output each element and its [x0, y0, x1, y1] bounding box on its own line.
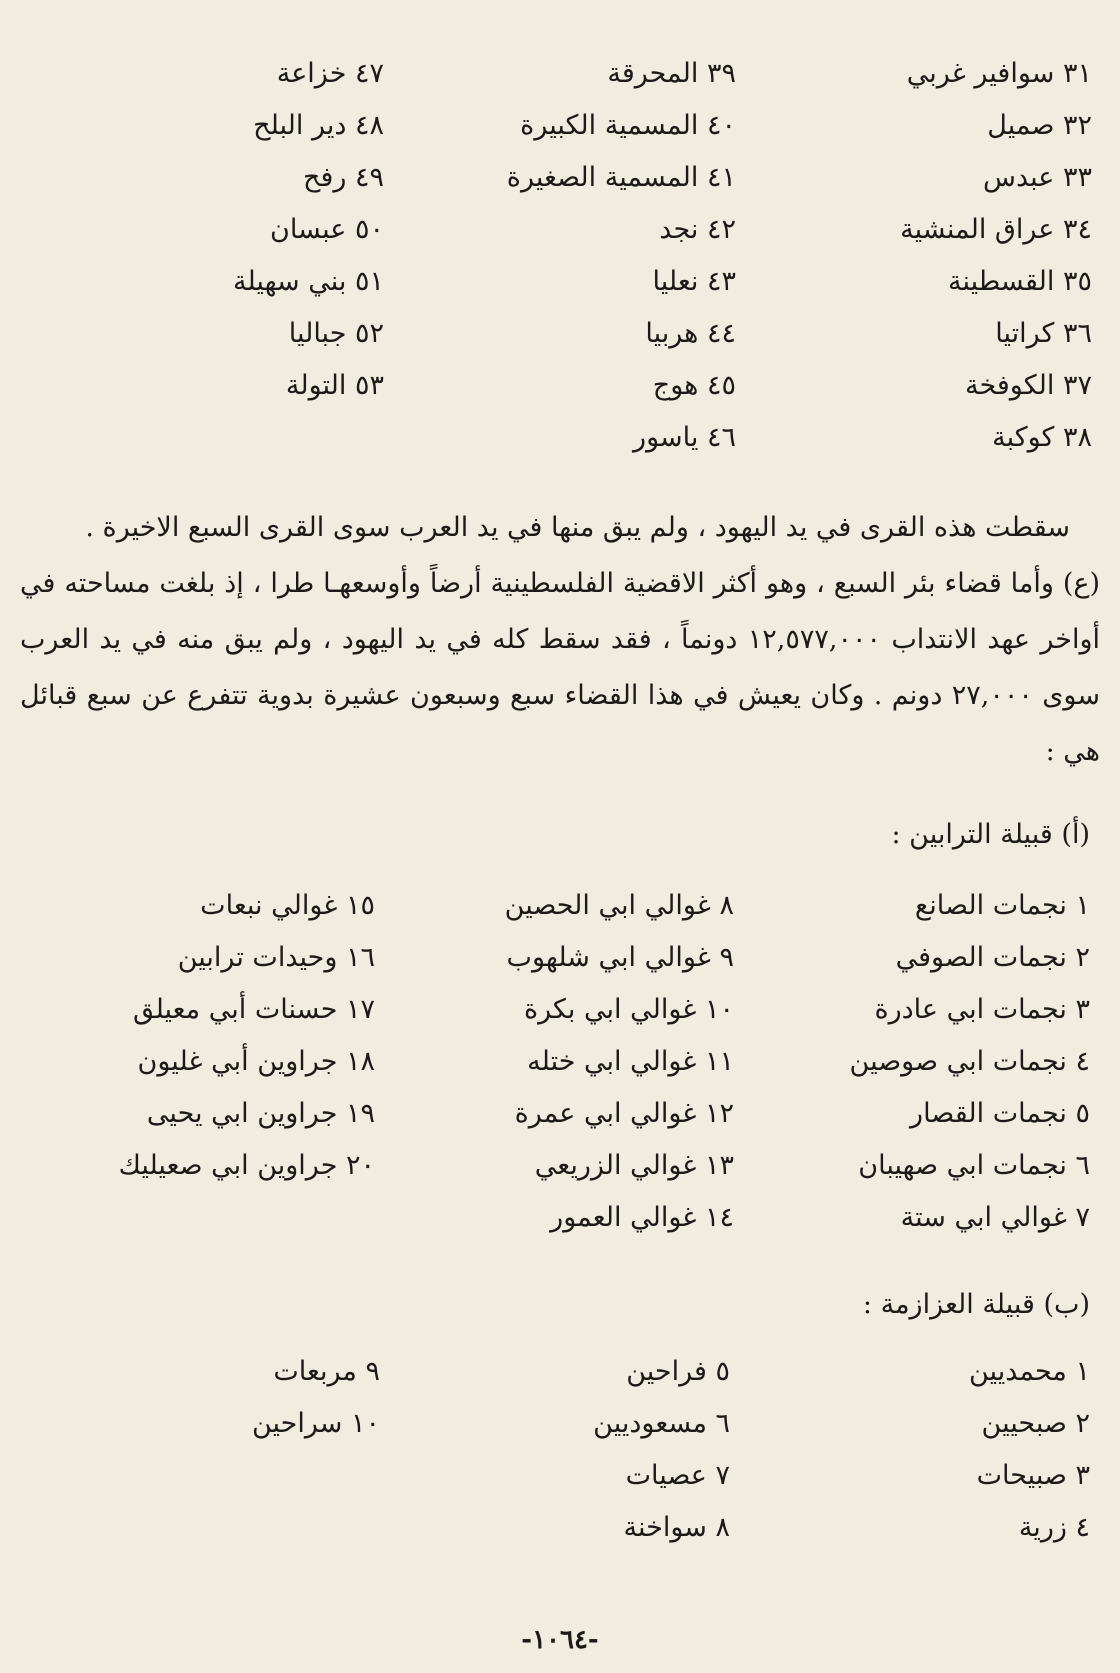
list-item: ٤ زرية — [1018, 1512, 1090, 1543]
list-item: ١ محمديين — [969, 1356, 1090, 1387]
list-item: ٣ صبيحات — [976, 1460, 1090, 1491]
list-item: ٣٣ عبدس — [983, 162, 1092, 193]
list-item: ٣١ سوافير غربي — [906, 58, 1092, 89]
azazma-column-3 — [252, 1346, 380, 1450]
list-item: ٤ نجمات ابي صوصين — [849, 1046, 1090, 1077]
list-item: ٤٢ نجد — [659, 214, 736, 245]
list-item: ٤٤ هربيا — [645, 318, 736, 349]
list-item: ٢ نجمات الصوفي — [895, 942, 1090, 973]
list-item: ٧ عصيات — [625, 1460, 730, 1491]
list-item: ١٩ جراوين ابي يحيى — [146, 1098, 375, 1129]
list-item: ٣٦ كراتيا — [995, 318, 1092, 349]
list-item: ١٠ غوالي ابي بكرة — [523, 994, 734, 1025]
list-item: ٦ مسعوديين — [593, 1408, 730, 1439]
page-number: -١٠٦٤- — [521, 1625, 599, 1655]
list-item: ٥ فراحين — [626, 1356, 730, 1387]
list-item: ٨ غوالي ابي الحصين — [504, 890, 734, 921]
list-item: ٢٠ جراوين ابي صعيليك — [118, 1150, 375, 1181]
list-item: ١٦ وحيدات ترابين — [177, 942, 375, 973]
list-item: ٩ مربعات — [273, 1356, 380, 1387]
list-item: ٥١ بني سهيلة — [233, 266, 384, 297]
list-item: ٤٣ نعليا — [652, 266, 736, 297]
list-item: ٧ غوالي ابي ستة — [900, 1202, 1090, 1233]
village-column-3 — [233, 48, 384, 412]
list-item: ٥٠ عبسان — [270, 214, 384, 245]
list-item: ٤٥ هوج — [652, 370, 736, 401]
list-item: ٤٨ دير البلح — [253, 110, 384, 141]
village-column-1 — [900, 48, 1092, 464]
paragraph-beersheba: (ع) وأما قضاء بئر السبع ، وهو أكثر الاقضية الفلسطينية أرضاً وأوسعهـا طرا ، إذ بلغت مساحته في أواخر عهد الانتداب ١٢,٥٧٧,٠٠٠ دونماً ، فقد سقط كله في يد اليهود ، ولم يبق منه في يد العرب سوى ٢٧,٠٠٠ دونم . وكان يعيش في هذا القضاء سبع وسبعون عشيرة بدوية تتفرع عن سبع قبائل هي : — [20, 568, 1100, 767]
list-item: ٣٢ صميل — [987, 110, 1092, 141]
list-item: ١ نجمات الصانع — [914, 890, 1090, 921]
list-item: ٢ صبحيين — [981, 1408, 1090, 1439]
list-item: ٤٩ رفح — [303, 162, 384, 193]
list-item: ٣٨ كوكبة — [992, 422, 1092, 453]
list-item: ١٤ غوالي العمور — [550, 1202, 734, 1233]
azazma-heading: (ب) قبيلة العزازمة : — [862, 1289, 1090, 1320]
list-item: ٤٧ خزاعة — [276, 58, 384, 89]
list-item: ١١ غوالي ابي ختله — [527, 1046, 734, 1077]
list-item: ١٣ غوالي الزريعي — [534, 1150, 734, 1181]
village-column-2 — [507, 48, 736, 464]
list-item: ١٥ غوالي نبعات — [200, 890, 375, 921]
list-item: ٣٤ عراق المنشية — [900, 214, 1092, 245]
list-item: ٤٦ ياسور — [633, 422, 736, 453]
tarabin-heading: (أ) قبيلة الترابين : — [891, 819, 1090, 850]
azazma-column-1 — [969, 1346, 1090, 1554]
list-item: ٨ سواخنة — [623, 1512, 730, 1543]
list-item: ٦ نجمات ابي صهيبان — [858, 1150, 1090, 1181]
list-item: ٥٢ جباليا — [288, 318, 384, 349]
list-item: ٣٧ الكوفخة — [965, 370, 1092, 401]
list-item: ٣ نجمات ابي عادرة — [874, 994, 1090, 1025]
list-item: ١٢ غوالي ابي عمرة — [514, 1098, 734, 1129]
list-item: ٩ غوالي ابي شلهوب — [506, 942, 734, 973]
list-item: ١٧ حسنات أبي معيلق — [133, 994, 375, 1025]
azazma-column-2 — [593, 1346, 730, 1554]
list-item: ٤١ المسمية الصغيرة — [506, 162, 736, 193]
paragraph-fallen-villages: سقطت هذه القرى في يد اليهود ، ولم يبق منها في يد العرب سوى القرى السبع الاخيرة . — [85, 512, 1070, 543]
list-item: ٥ نجمات القصار — [910, 1098, 1090, 1129]
list-item: ٥٣ التولة — [285, 370, 384, 401]
list-item: ١٠ سراحين — [251, 1408, 380, 1439]
tarabin-column-3 — [119, 880, 375, 1192]
list-item: ١٨ جراوين أبي غليون — [137, 1046, 375, 1077]
list-item: ٣٥ القسطينة — [948, 266, 1092, 297]
tarabin-column-1 — [850, 880, 1090, 1244]
list-item: ٤٠ المسمية الكبيرة — [520, 110, 736, 141]
list-item: ٣٩ المحرقة — [607, 58, 736, 89]
tarabin-column-2 — [505, 880, 734, 1244]
